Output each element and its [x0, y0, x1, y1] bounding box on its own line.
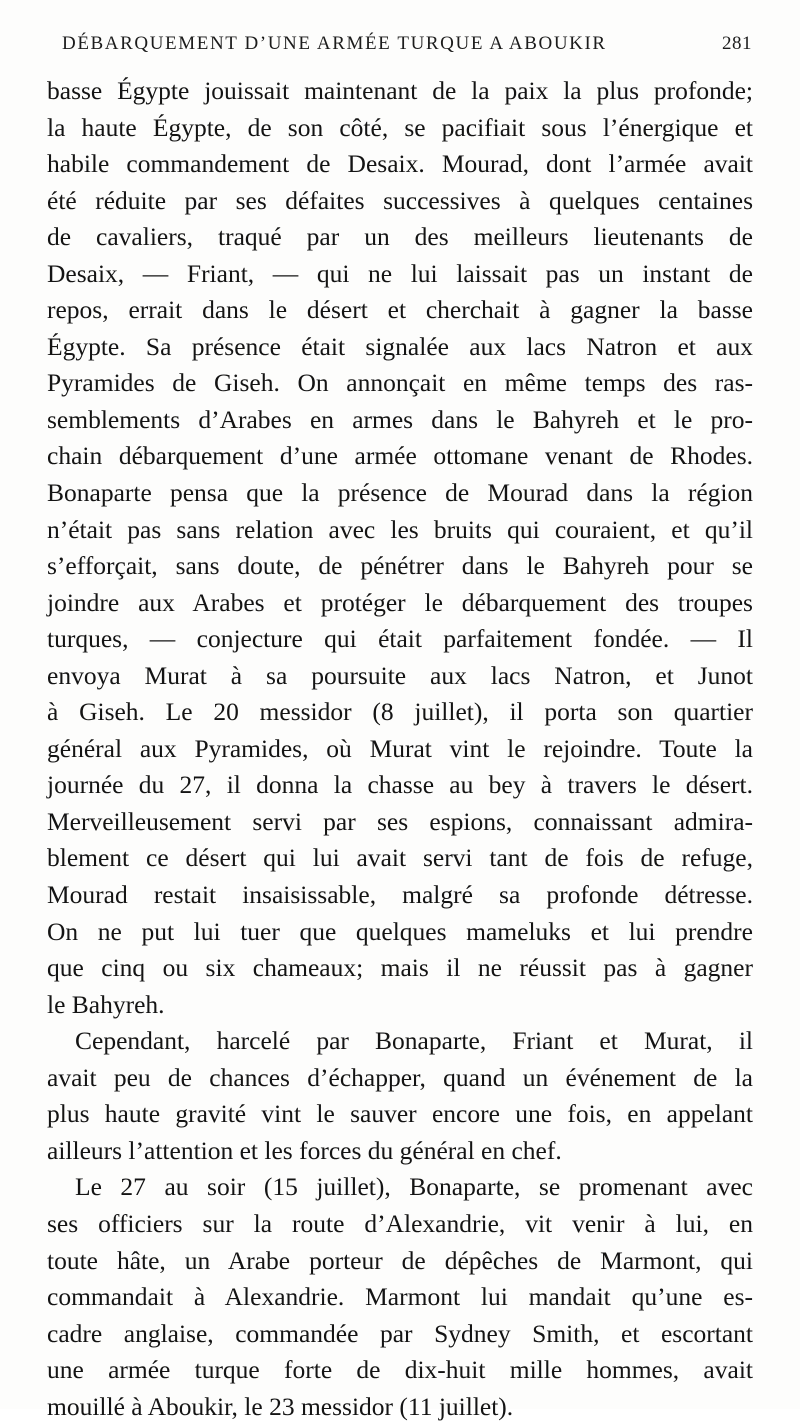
- text-line: la haute Égypte, de son côté, se pacifiait sous l’énergique et: [47, 112, 753, 142]
- text-line: Cependant, harcelé par Bonaparte, Friant et Murat, il: [75, 1026, 753, 1056]
- text-line: Égypte. Sa présence était signalée aux lacs Natron et aux: [47, 331, 753, 361]
- text-line: commandait à Alexandrie. Marmont lui mandait qu’une es-: [47, 1282, 753, 1312]
- paragraph: [47, 1169, 753, 1425]
- text-line: turques, — conjecture qui était parfaitement fondée. — Il: [47, 624, 753, 654]
- text-line: On ne put lui tuer que quelques mameluks et lui prendre: [47, 916, 753, 946]
- text-line: s’efforçait, sans doute, de pénétrer dans le Bahyreh pour se: [47, 551, 753, 581]
- text-line: été réduite par ses défaites successives à quelques centaines: [47, 185, 753, 215]
- text-line: ailleurs l’attention et les forces du général en chef.: [47, 1135, 562, 1165]
- text-line: à Giseh. Le 20 messidor (8 juillet), il porta son quartier: [47, 697, 753, 727]
- text-line: n’était pas sans relation avec les bruits qui couraient, et qu’il: [47, 514, 753, 544]
- text-line: repos, errait dans le désert et cherchait à gagner la basse: [47, 295, 753, 325]
- paragraph: [47, 73, 753, 1023]
- text-line: le Bahyreh.: [47, 989, 165, 1019]
- text-line: toute hâte, un Arabe porteur de dépêches de Marmont, qui: [47, 1245, 753, 1275]
- text-line: de cavaliers, traqué par un des meilleurs lieutenants de: [47, 222, 753, 252]
- text-line: Desaix, — Friant, — qui ne lui laissait pas un instant de: [47, 258, 753, 288]
- text-line: habile commandement de Desaix. Mourad, dont l’armée avait: [47, 149, 753, 179]
- paragraph: [47, 1023, 753, 1169]
- text-line: journée du 27, il donna la chasse au bey à travers le désert.: [47, 770, 753, 800]
- page-number: 281: [722, 33, 752, 54]
- text-line: Bonaparte pensa que la présence de Mourad dans la région: [47, 478, 753, 508]
- text-line: que cinq ou six chameaux; mais il ne réussit pas à gagner: [47, 953, 753, 983]
- text-line: blement ce désert qui lui avait servi tant de fois de refuge,: [47, 843, 753, 873]
- running-head: [62, 33, 752, 63]
- text-line: une armée turque forte de dix-huit mille hommes, avait: [47, 1355, 753, 1385]
- text-line: envoya Murat à sa poursuite aux lacs Natron, et Junot: [47, 660, 753, 690]
- text-line: chain débarquement d’une armée ottomane venant de Rhodes.: [47, 441, 753, 471]
- body-text: [47, 73, 753, 1425]
- text-line: semblements d’Arabes en armes dans le Bahyreh et le pro-: [47, 404, 753, 434]
- text-line: Pyramides de Giseh. On annonçait en même temps des ras-: [47, 368, 753, 398]
- text-line: Merveilleusement servi par ses espions, connaissant admira-: [47, 806, 753, 836]
- text-line: plus haute gravité vint le sauver encore une fois, en appelant: [47, 1099, 753, 1129]
- text-line: mouillé à Aboukir, le 23 messidor (11 juillet).: [47, 1391, 514, 1421]
- text-line: Le 27 au soir (15 juillet), Bonaparte, se promenant avec: [75, 1172, 753, 1202]
- text-line: ses officiers sur la route d’Alexandrie, vit venir à lui, en: [47, 1208, 753, 1238]
- text-line: basse Égypte jouissait maintenant de la paix la plus profonde;: [47, 76, 753, 105]
- text-line: avait peu de chances d’échapper, quand un événement de la: [47, 1062, 753, 1092]
- text-line: joindre aux Arabes et protéger le débarquement des troupes: [47, 587, 753, 617]
- running-title: DÉBARQUEMENT D’UNE ARMÉE TURQUE A ABOUKIR: [62, 33, 607, 54]
- text-line: général aux Pyramides, où Murat vint le rejoindre. Toute la: [47, 733, 753, 763]
- text-line: cadre anglaise, commandée par Sydney Smith, et escortant: [47, 1318, 753, 1348]
- text-line: Mourad restait insaisissable, malgré sa profonde détresse.: [47, 880, 753, 910]
